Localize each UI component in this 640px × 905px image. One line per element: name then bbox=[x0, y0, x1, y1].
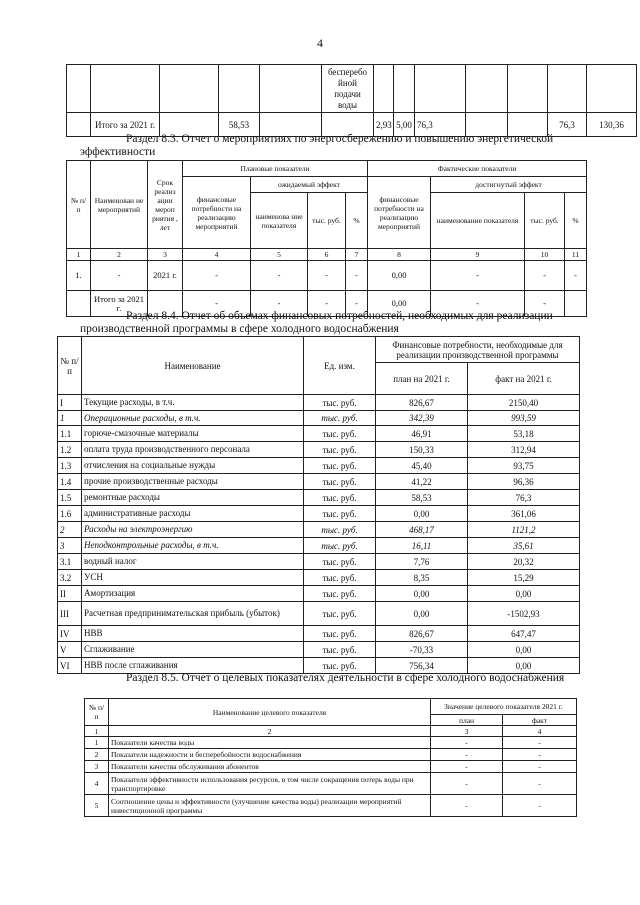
row-num: 1.4 bbox=[58, 474, 82, 490]
cell: - bbox=[251, 261, 308, 291]
row-plan: - bbox=[431, 761, 503, 773]
row-num: III bbox=[58, 602, 82, 626]
row-unit: тыс. руб. bbox=[304, 506, 376, 522]
s83-h-fin-fact: финансовые потребности на реализацию мероприятий bbox=[368, 177, 431, 249]
top-table bbox=[66, 64, 637, 137]
row-num: 5 bbox=[85, 795, 109, 817]
row-num: 1 bbox=[58, 411, 82, 426]
s83-h-num: № п/ п bbox=[67, 161, 91, 249]
table-row bbox=[58, 522, 580, 538]
s84-h-fact: факт на 2021 г. bbox=[468, 363, 580, 395]
cell: - bbox=[525, 291, 565, 317]
row-plan: - bbox=[431, 773, 503, 795]
row-name: Текущие расходы, в т.ч. bbox=[82, 395, 304, 411]
table-row bbox=[85, 773, 577, 795]
row-num: 3 bbox=[58, 538, 82, 554]
row-name: Амортизация bbox=[82, 586, 304, 602]
s85-h-value: Значение целевого показателя 2021 г. bbox=[431, 699, 577, 715]
row-fact: 2150,40 bbox=[468, 395, 580, 411]
colnum: 1 bbox=[85, 726, 109, 737]
s83-h-plan: Плановые показатели bbox=[183, 161, 368, 177]
row-num: 1.1 bbox=[58, 426, 82, 442]
row-plan: - bbox=[431, 737, 503, 749]
row-unit: тыс. руб. bbox=[304, 538, 376, 554]
row-unit: тыс. руб. bbox=[304, 395, 376, 411]
table-row bbox=[85, 795, 577, 817]
row-name: водный налог bbox=[82, 554, 304, 570]
top-total-v3: 5,00 bbox=[394, 113, 415, 137]
table-row bbox=[58, 442, 580, 458]
row-name: НВВ bbox=[82, 626, 304, 642]
top-total-v1: 58,53 bbox=[219, 113, 260, 137]
row-num: V bbox=[58, 642, 82, 658]
s85-h-plan: план bbox=[431, 715, 503, 726]
row-fact: 76,3 bbox=[468, 490, 580, 506]
table-row bbox=[58, 490, 580, 506]
row-unit: тыс. руб. bbox=[304, 426, 376, 442]
row-plan: 0,00 bbox=[376, 506, 468, 522]
s84-title: Раздел 8.4. Отчет об объемах финансовых потребностей, необходимых для реализации производственной программы в сфере холодного водоснабжения bbox=[80, 310, 553, 335]
row-num: I bbox=[58, 395, 82, 411]
s83-h-fin-plan: финансовые потребности на реализацию мероприятий bbox=[183, 177, 251, 249]
colnum: 8 bbox=[368, 249, 431, 261]
s83-h-pct-fact: % bbox=[565, 193, 587, 249]
row-unit: тыс. руб. bbox=[304, 490, 376, 506]
row-fact: - bbox=[503, 795, 577, 817]
s83-h-name: Наименован ие мероприятий bbox=[91, 161, 148, 249]
page-number: 4 bbox=[317, 36, 323, 50]
top-total-label: Итого за 2021 г. bbox=[91, 113, 160, 137]
cell: - bbox=[431, 291, 525, 317]
row-name: Соотношение цены и эффективности (улучшение качества воды) реализации мероприятий инвестиционной программы bbox=[109, 795, 431, 817]
row-plan: 7,76 bbox=[376, 554, 468, 570]
row-num: 1.6 bbox=[58, 506, 82, 522]
row-fact: - bbox=[503, 749, 577, 761]
row-unit: тыс. руб. bbox=[304, 626, 376, 642]
s85-h-name: Наименование целевого показателя bbox=[109, 699, 431, 726]
cell: - bbox=[346, 291, 368, 317]
row-fact: - bbox=[503, 773, 577, 795]
s83-row bbox=[67, 261, 587, 291]
s84-h-fin: Финансовые потребности, необходимые для реализации производственной программы bbox=[376, 337, 580, 363]
row-num: 3.2 bbox=[58, 570, 82, 586]
row-name: Неподконтрольные расходы, в т.ч. bbox=[82, 538, 304, 554]
colnum: 3 bbox=[148, 249, 183, 261]
s83-h-achieved: достигнутый эффект bbox=[431, 177, 587, 193]
row-fact: 96,36 bbox=[468, 474, 580, 490]
row-name: Показатели качества воды bbox=[109, 737, 431, 749]
row-unit: тыс. руб. bbox=[304, 570, 376, 586]
row-num: 1.2 bbox=[58, 442, 82, 458]
cell: - bbox=[346, 261, 368, 291]
s83-h-ind-name-fact: наименование показателя bbox=[431, 193, 525, 249]
row-plan: 342,39 bbox=[376, 411, 468, 426]
row-fact: -1502,93 bbox=[468, 602, 580, 626]
row-name: ремонтные расходы bbox=[82, 490, 304, 506]
colnum: 11 bbox=[565, 249, 587, 261]
s84-h-unit: Ед. изм. bbox=[304, 337, 376, 395]
row-name: НВВ после сглаживания bbox=[82, 658, 304, 674]
row-fact: 20,32 bbox=[468, 554, 580, 570]
row-name: Расчетная предпринимательская прибыль (убыток) bbox=[82, 602, 304, 626]
cell: 0,00 bbox=[368, 291, 431, 317]
row-num: II bbox=[58, 586, 82, 602]
row-fact: 1121,2 bbox=[468, 522, 580, 538]
row-name: Показатели эффективности использования ресурсов, в том числе сокращения потерь воды при транспортировке bbox=[109, 773, 431, 795]
row-unit: тыс. руб. bbox=[304, 554, 376, 570]
row-plan: 0,00 bbox=[376, 602, 468, 626]
row-unit: тыс. руб. bbox=[304, 458, 376, 474]
cell: - bbox=[183, 291, 251, 317]
row-unit: тыс. руб. bbox=[304, 586, 376, 602]
colnum: 9 bbox=[431, 249, 525, 261]
table-row bbox=[85, 737, 577, 749]
colnum: 3 bbox=[431, 726, 503, 737]
row-plan: 826,67 bbox=[376, 395, 468, 411]
row-plan: 826,67 bbox=[376, 626, 468, 642]
row-fact: - bbox=[503, 737, 577, 749]
cell: - bbox=[183, 261, 251, 291]
row-fact: 993,59 bbox=[468, 411, 580, 426]
cell: - bbox=[91, 261, 148, 291]
row-plan: 58,53 bbox=[376, 490, 468, 506]
row-unit: тыс. руб. bbox=[304, 474, 376, 490]
s84-h-name: Наименование bbox=[82, 337, 304, 395]
cell: 1. bbox=[67, 261, 91, 291]
row-name: Операционные расходы, в т.ч. bbox=[82, 411, 304, 426]
row-num: VI bbox=[58, 658, 82, 674]
row-name: горюче-смазочные материалы bbox=[82, 426, 304, 442]
row-plan: 756,34 bbox=[376, 658, 468, 674]
cell: - bbox=[251, 291, 308, 317]
table-row bbox=[58, 426, 580, 442]
row-fact: 35,61 bbox=[468, 538, 580, 554]
row-name: Расходы на электроэнергию bbox=[82, 522, 304, 538]
row-name: оплата труда производственного персонала bbox=[82, 442, 304, 458]
cell: - bbox=[525, 261, 565, 291]
colnum: 1 bbox=[67, 249, 91, 261]
colnum: 6 bbox=[308, 249, 346, 261]
table-row bbox=[58, 570, 580, 586]
s85-h-num: № п/п bbox=[85, 699, 109, 726]
colnum: 4 bbox=[183, 249, 251, 261]
top-total-v6: 130,36 bbox=[587, 113, 637, 137]
table-row bbox=[58, 554, 580, 570]
row-plan: 46,91 bbox=[376, 426, 468, 442]
row-name: Сглаживание bbox=[82, 642, 304, 658]
row-unit: тыс. руб. bbox=[304, 522, 376, 538]
row-plan: - bbox=[431, 795, 503, 817]
row-num: 1.3 bbox=[58, 458, 82, 474]
row-name: УСН bbox=[82, 570, 304, 586]
row-plan: - bbox=[431, 749, 503, 761]
cell: Итого за 2021 г. bbox=[91, 291, 148, 317]
row-plan: 8,35 bbox=[376, 570, 468, 586]
row-fact: 647,47 bbox=[468, 626, 580, 642]
row-fact: 361,06 bbox=[468, 506, 580, 522]
table-row bbox=[58, 395, 580, 411]
s83-h-ind-name-plan: наименова ние показателя bbox=[251, 193, 308, 249]
s83-h-pct-plan: % bbox=[346, 193, 368, 249]
row-num: 1 bbox=[85, 737, 109, 749]
table-row bbox=[58, 626, 580, 642]
table-row bbox=[58, 458, 580, 474]
cell: 2021 г. bbox=[148, 261, 183, 291]
colnum: 10 bbox=[525, 249, 565, 261]
s84-h-num: № п/п bbox=[58, 337, 82, 395]
row-unit: тыс. руб. bbox=[304, 442, 376, 458]
colnum: 4 bbox=[503, 726, 577, 737]
s84-table bbox=[57, 336, 580, 674]
row-plan: 0,00 bbox=[376, 586, 468, 602]
row-fact: - bbox=[503, 761, 577, 773]
s85-title: Раздел 8.5. Отчет о целевых показателях деятельности в сфере холодного водоснабжения bbox=[126, 672, 565, 684]
cell: 0,00 bbox=[368, 261, 431, 291]
row-plan: 468,17 bbox=[376, 522, 468, 538]
table-row bbox=[85, 749, 577, 761]
s83-h-term: Срок реализ ации мероп риятия , лет bbox=[148, 161, 183, 249]
s83-colnums-row bbox=[67, 249, 587, 261]
colnum: 7 bbox=[346, 249, 368, 261]
row-num: 3.1 bbox=[58, 554, 82, 570]
row-num: 4 bbox=[85, 773, 109, 795]
row-name: Показатели надежности и бесперебойности водоснабжения bbox=[109, 749, 431, 761]
row-plan: 45,40 bbox=[376, 458, 468, 474]
row-fact: 93,75 bbox=[468, 458, 580, 474]
cell: - bbox=[565, 261, 587, 291]
table-row bbox=[58, 586, 580, 602]
row-plan: 41,22 bbox=[376, 474, 468, 490]
top-total-v5: 76,3 bbox=[548, 113, 587, 137]
row-num: 2 bbox=[85, 749, 109, 761]
row-plan: 150,33 bbox=[376, 442, 468, 458]
s83-h-fact: Фактические показатели bbox=[368, 161, 587, 177]
row-unit: тыс. руб. bbox=[304, 602, 376, 626]
row-fact: 53,18 bbox=[468, 426, 580, 442]
colnum: 5 bbox=[251, 249, 308, 261]
row-num: IV bbox=[58, 626, 82, 642]
table-row bbox=[58, 506, 580, 522]
table-row bbox=[58, 474, 580, 490]
row-num: 1.5 bbox=[58, 490, 82, 506]
row-num: 3 bbox=[85, 761, 109, 773]
s83-table bbox=[66, 160, 587, 317]
row-name: отчисления на социальные нужды bbox=[82, 458, 304, 474]
row-name: административные расходы bbox=[82, 506, 304, 522]
row-fact: 0,00 bbox=[468, 586, 580, 602]
row-fact: 312,94 bbox=[468, 442, 580, 458]
row-unit: тыс. руб. bbox=[304, 658, 376, 674]
row-num: 2 bbox=[58, 522, 82, 538]
row-name: Показатели качества обслуживания абонентов bbox=[109, 761, 431, 773]
row-unit: тыс. руб. bbox=[304, 411, 376, 426]
s85-h-fact: факт bbox=[503, 715, 577, 726]
cont-text: бесперебо йной подачи воды bbox=[322, 65, 374, 113]
s83-h-rub-fact: тыс. руб. bbox=[525, 193, 565, 249]
row-fact: 0,00 bbox=[468, 642, 580, 658]
row-fact: 15,29 bbox=[468, 570, 580, 586]
s83-title: Раздел 8.3. Отчет о мероприятиях по энергосбережению и повышению энергетической эффективности bbox=[80, 133, 554, 158]
colnum: 2 bbox=[109, 726, 431, 737]
table-row bbox=[85, 761, 577, 773]
cell: - bbox=[308, 261, 346, 291]
s85-table bbox=[84, 698, 577, 817]
row-unit: тыс. руб. bbox=[304, 642, 376, 658]
row-fact: 0,00 bbox=[468, 658, 580, 674]
top-total-v2: 2,93 bbox=[374, 113, 394, 137]
s83-h-rub-plan: тыс. руб. bbox=[308, 193, 346, 249]
table-row bbox=[58, 411, 580, 426]
table-row bbox=[58, 538, 580, 554]
row-plan: 16,11 bbox=[376, 538, 468, 554]
colnum: 2 bbox=[91, 249, 148, 261]
table-row bbox=[58, 602, 580, 626]
top-total-v4: 76,3 bbox=[415, 113, 466, 137]
table-row bbox=[58, 642, 580, 658]
cell: - bbox=[308, 291, 346, 317]
s83-h-expected: ожидаемый эффект bbox=[251, 177, 368, 193]
s84-h-plan: план на 2021 г. bbox=[376, 363, 468, 395]
cell: - bbox=[431, 261, 525, 291]
row-plan: -70,33 bbox=[376, 642, 468, 658]
row-name: прочие производственные расходы bbox=[82, 474, 304, 490]
